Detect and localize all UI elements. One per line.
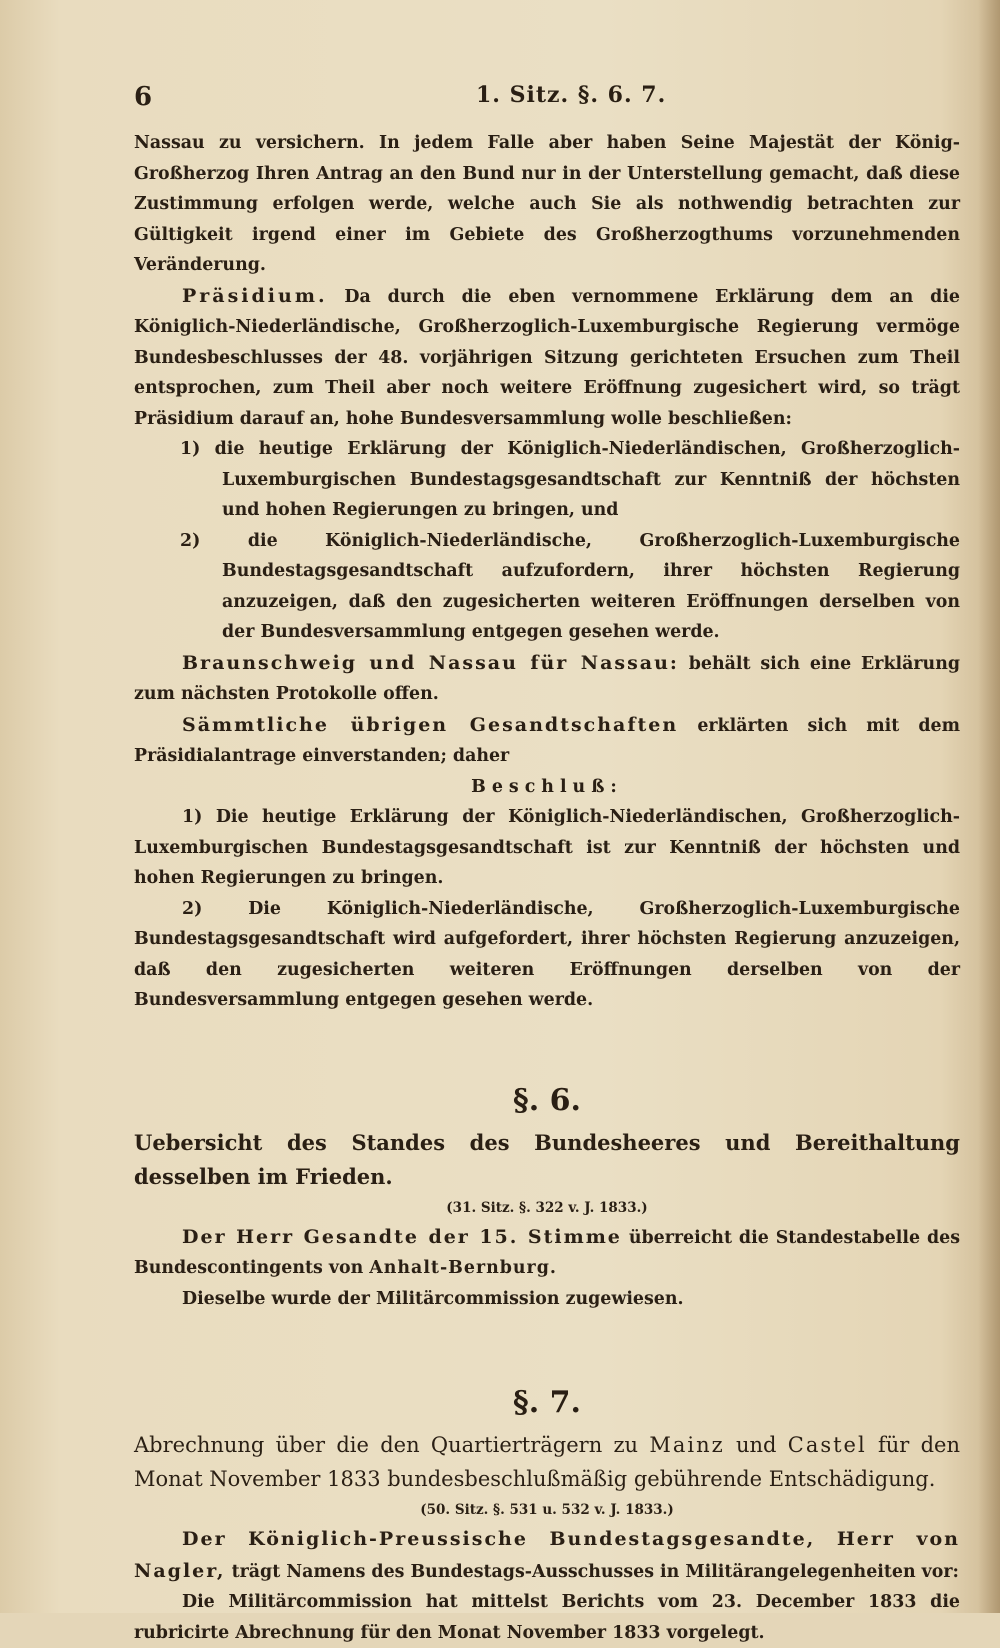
section-7-speaker-text: trägt Namens des Bundestags-Ausschusses in Militärangelegenheiten vor: <box>231 1561 959 1582</box>
section-6-note: Dieselbe wurde der Militärcommission zugewiesen. <box>182 1288 684 1309</box>
section-7-speaker: Der Königlich-Preussische Bundestagsgesandte, Herr von Nagler, <box>134 1528 960 1582</box>
beschluss-item-1: 1) Die heutige Erklärung der Königlich-Niederländischen, Großherzoglich-Luxemburgischen Bundestagsgesandtschaft ist zur Kenntniß der höchsten und hohen Regierungen zu bringen. <box>134 807 960 888</box>
section-6-reference: (31. Sitz. §. 322 v. J. 1833.) <box>446 1199 648 1216</box>
page-number: 6 <box>134 82 153 112</box>
praesidium-label: Präsidium. <box>182 284 328 307</box>
paragraph-uebrige <box>134 710 960 772</box>
section-7-paragraph <box>134 1524 960 1587</box>
section-7-place-castel: Castel <box>787 1433 867 1457</box>
section-7-title-mid: und <box>735 1433 777 1457</box>
antrag-item-1: 1) die heutige Erklärung der Königlich-Niederländischen, Großherzoglich-Luxemburgischen Bundestagsgesandtschaft zur Kenntniß der höchsten und hohen Regierungen zu bringen, und <box>180 439 960 520</box>
antrag-item-2: 2) die Königlich-Niederländische, Großherzoglich-Luxemburgische Bundestagsgesandtschaft aufzufordern, ihrer höchsten Regierung anzuzeigen, daß den zugesicherten weiteren Eröffnungen derselben von der Bundesversammlung entgegen gesehen werde. <box>180 530 960 642</box>
section-7-report: Die Militärcommission hat mittelst Berichts vom 23. December 1833 die rubricirte Abrechnung für den Monat November 1833 vorgelegt. <box>134 1592 960 1643</box>
section-6-paragraph <box>134 1222 960 1284</box>
paragraph-braunschweig <box>134 648 960 710</box>
section-6-state: Anhalt-Bernburg. <box>369 1258 557 1278</box>
praesidium-text: Da durch die eben vernommene Erklärung dem an die Königlich-Niederländische, Großherzoglich-Luxemburgische Regierung vermöge Bundesbeschlusses der 48. vorjährigen Sitzung gerichteten Ersuchen zum Theil entsprochen, zum Theil aber noch weitere Eröffnung zugesichert wird, so trägt Präsidium darauf an, hohe Bundesversammlung wolle beschließen: <box>134 286 960 429</box>
page-body <box>134 128 960 1648</box>
page-header <box>134 82 964 118</box>
section-7-title <box>134 1428 960 1496</box>
section-6-speaker: Der Herr Gesandte der 15. Stimme <box>182 1225 622 1248</box>
section-gap <box>134 1016 960 1076</box>
paragraph-nassau: Nassau zu versichern. In jedem Falle aber haben Seine Majestät der König-Großherzog Ihren Antrag an den Bund nur in der Unterstellung gemacht, daß diese Zustimmung erfolgen werde, welche auch Sie als nothwendig betrachten zur Gültigkeit irgend einer im Gebiete des Großherzogthums vorzunehmenden Veränderung. <box>134 133 960 275</box>
section-7-title-post: für den Monat November 1833 bundesbeschlußmäßig gebührende Entschädigung. <box>134 1433 960 1491</box>
section-6-speaker-text: überreicht die Standestabelle des Bundescontingents von <box>134 1227 960 1278</box>
section-6-number: §. 6. <box>513 1082 581 1118</box>
section-7-reference: (50. Sitz. §. 531 u. 532 v. J. 1833.) <box>420 1502 674 1518</box>
paragraph-praesidium <box>134 281 960 435</box>
section-7-number: §. 7. <box>513 1385 581 1420</box>
uebrige-text: erklärten sich mit dem Präsidialantrage einverstanden; daher <box>134 715 960 766</box>
uebrige-label: Sämmtliche übrigen Gesandtschaften <box>182 713 679 736</box>
section-gap <box>134 1314 960 1378</box>
section-7-title-pre: Abrechnung über die den Quartierträgern zu <box>134 1433 639 1457</box>
braunschweig-label: Braunschweig und Nassau für Nassau: <box>182 651 679 674</box>
braunschweig-text: behält sich eine Erklärung zum nächsten Protokolle offen. <box>134 653 960 704</box>
beschluss-item-2: 2) Die Königlich-Niederländische, Großherzoglich-Luxemburgische Bundestagsgesandtschaft wird aufgefordert, ihrer höchsten Regierung anzuzeigen, daß den zugesicherten weiteren Eröffnungen derselben von der Bundesversammlung entgegen gesehen werde. <box>134 898 960 1010</box>
page-edge-shadow <box>978 0 1000 1613</box>
section-7-place-mainz: Mainz <box>649 1433 725 1457</box>
section-6-title: Uebersicht des Standes des Bundesheeres und Bereithaltung desselben im Frieden. <box>134 1129 960 1189</box>
beschluss-heading: Beschluß: <box>471 776 623 797</box>
running-title: 1. Sitz. §. 6. 7. <box>476 82 667 108</box>
